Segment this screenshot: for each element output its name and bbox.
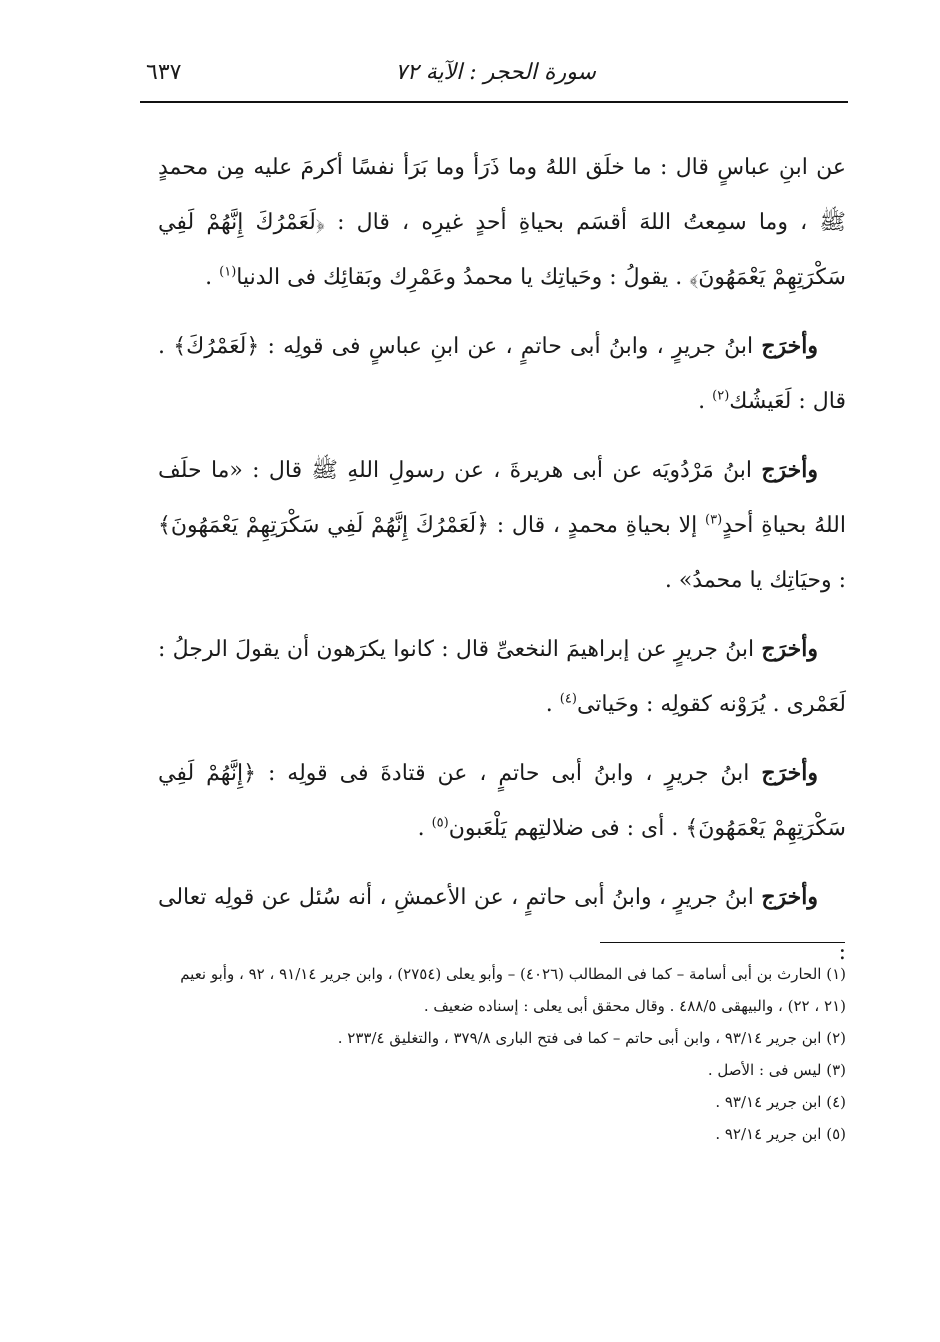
footnote-5: (٥) ابن جرير ٩٢/١٤ . [715, 1125, 846, 1143]
paragraph-lead: وأخرَج [761, 760, 818, 786]
paragraph-5 [158, 746, 846, 856]
surah-title: سورة الحجر : الآية ٧٢ [395, 60, 596, 85]
header-rule [140, 101, 848, 103]
footnote-ref-3[interactable]: (٣) [705, 512, 723, 528]
footnote-3: (٣) ليس فى : الأصل . [707, 1061, 846, 1079]
paragraph-text: عن ابنِ عباسٍ قال : ما خلَق اللهُ وما ذَرَأ وما بَرَأ نفسًا أكرمَ عليه مِن محمدٍ ﷺ ، وما سمِعتُ اللهَ أقسَم بحياةِ أحدٍ غيرِه ، قال : ﴿لَعَمْرُكَ إِنَّهُمْ لَفِي سَكْرَتِهِمْ يَعْمَهُونَ﴾ . يقولُ : وحَياتِك يا محمدُ وعَمْرِك وبَقائِك فى الدنيا [158, 155, 846, 290]
footnote-separator [600, 942, 845, 943]
paragraph-text: ابنُ جريرٍ عن إبراهيمَ النخعىِّ قال : كانوا يكرَهون أن يقولَ الرجلُ : لَعَمْرى . يُرَوْنه كقولِه : وحَياتى [158, 637, 846, 717]
paragraph-4 [158, 622, 846, 732]
main-text [158, 140, 846, 994]
footnote-2: (٢) ابن جرير ٩٣/١٤ ، وابن أبى حاتم – كما فى فتح البارى ٣٧٩/٨ ، والتغليق ٢٣٣/٤ . [337, 1029, 846, 1047]
page-number: ٦٣٧ [146, 60, 182, 85]
paragraph-tail: . [205, 265, 220, 290]
paragraph-lead: وأخرَج [761, 884, 818, 910]
footnotes [158, 958, 846, 1150]
paragraph-text: ابنُ جريرٍ ، وابنُ أبى حاتمٍ ، عن ابنِ عباسٍ فى قولِه : ﴿لَعَمْرُكَ﴾ . قال : لَعَيشُك [158, 334, 846, 414]
paragraph-2 [158, 319, 846, 429]
paragraph-1 [158, 140, 846, 305]
paragraph-tail: . [545, 692, 560, 717]
paragraph-tail: . [417, 816, 432, 841]
footnote-ref-4[interactable]: (٤) [559, 691, 577, 707]
footnote-ref-5[interactable]: (٥) [431, 815, 449, 831]
paragraph-lead: وأخرَج [761, 457, 818, 483]
footnote-ref-1[interactable]: (١) [219, 264, 237, 280]
paragraph-lead: وأخرَج [761, 333, 818, 359]
paragraph-lead: وأخرَج [761, 636, 818, 662]
footnote-1: (١) الحارث بن أبى أسامة – كما فى المطالب (٤٠٢٦) – وأبو يعلى (٢٧٥٤) ، وابن جرير ٩١/١٤ ، ٩٢ ، وأبو نعيم (٢١ ، ٢٢) ، والبيهقى ٤٨٨/٥ . وقال محقق أبى يعلى : إسناده ضعيف . [180, 965, 846, 1015]
paragraph-tail: إلا بحياةِ محمدٍ ، قال : ﴿لَعَمْرُكَ إِنَّهُمْ لَفِي سَكْرَتِهِمْ يَعْمَهُونَ﴾ : وحيَاتِك يا محمدُ» . [158, 513, 846, 593]
footnote-4: (٤) ابن جرير ٩٣/١٤ . [715, 1093, 846, 1111]
running-header [140, 58, 846, 98]
paragraph-3 [158, 443, 846, 608]
footnote-ref-2[interactable]: (٢) [712, 388, 730, 404]
paragraph-text: ابنُ مَرْدُويَه عن أبى هريرةَ ، عن رسولِ اللهِ ﷺ قال : «ما حلَف اللهُ بحياةِ أحدٍ [158, 458, 846, 538]
paragraph-tail: . [698, 389, 713, 414]
paragraph-text: ابنُ جريرٍ ، وابنُ أبى حاتمٍ ، عن قتادةَ فى قولِه : ﴿إِنَّهُمْ لَفِي سَكْرَتِهِمْ يَعْمَهُونَ﴾ . أى : فى ضلالتِهم يَلْعَبون [158, 761, 846, 841]
paragraph-text: ابنُ جريرٍ ، وابنُ أبى حاتمٍ ، عن الأعمشِ ، أنه سُئل عن قولِه تعالى : [158, 885, 846, 965]
